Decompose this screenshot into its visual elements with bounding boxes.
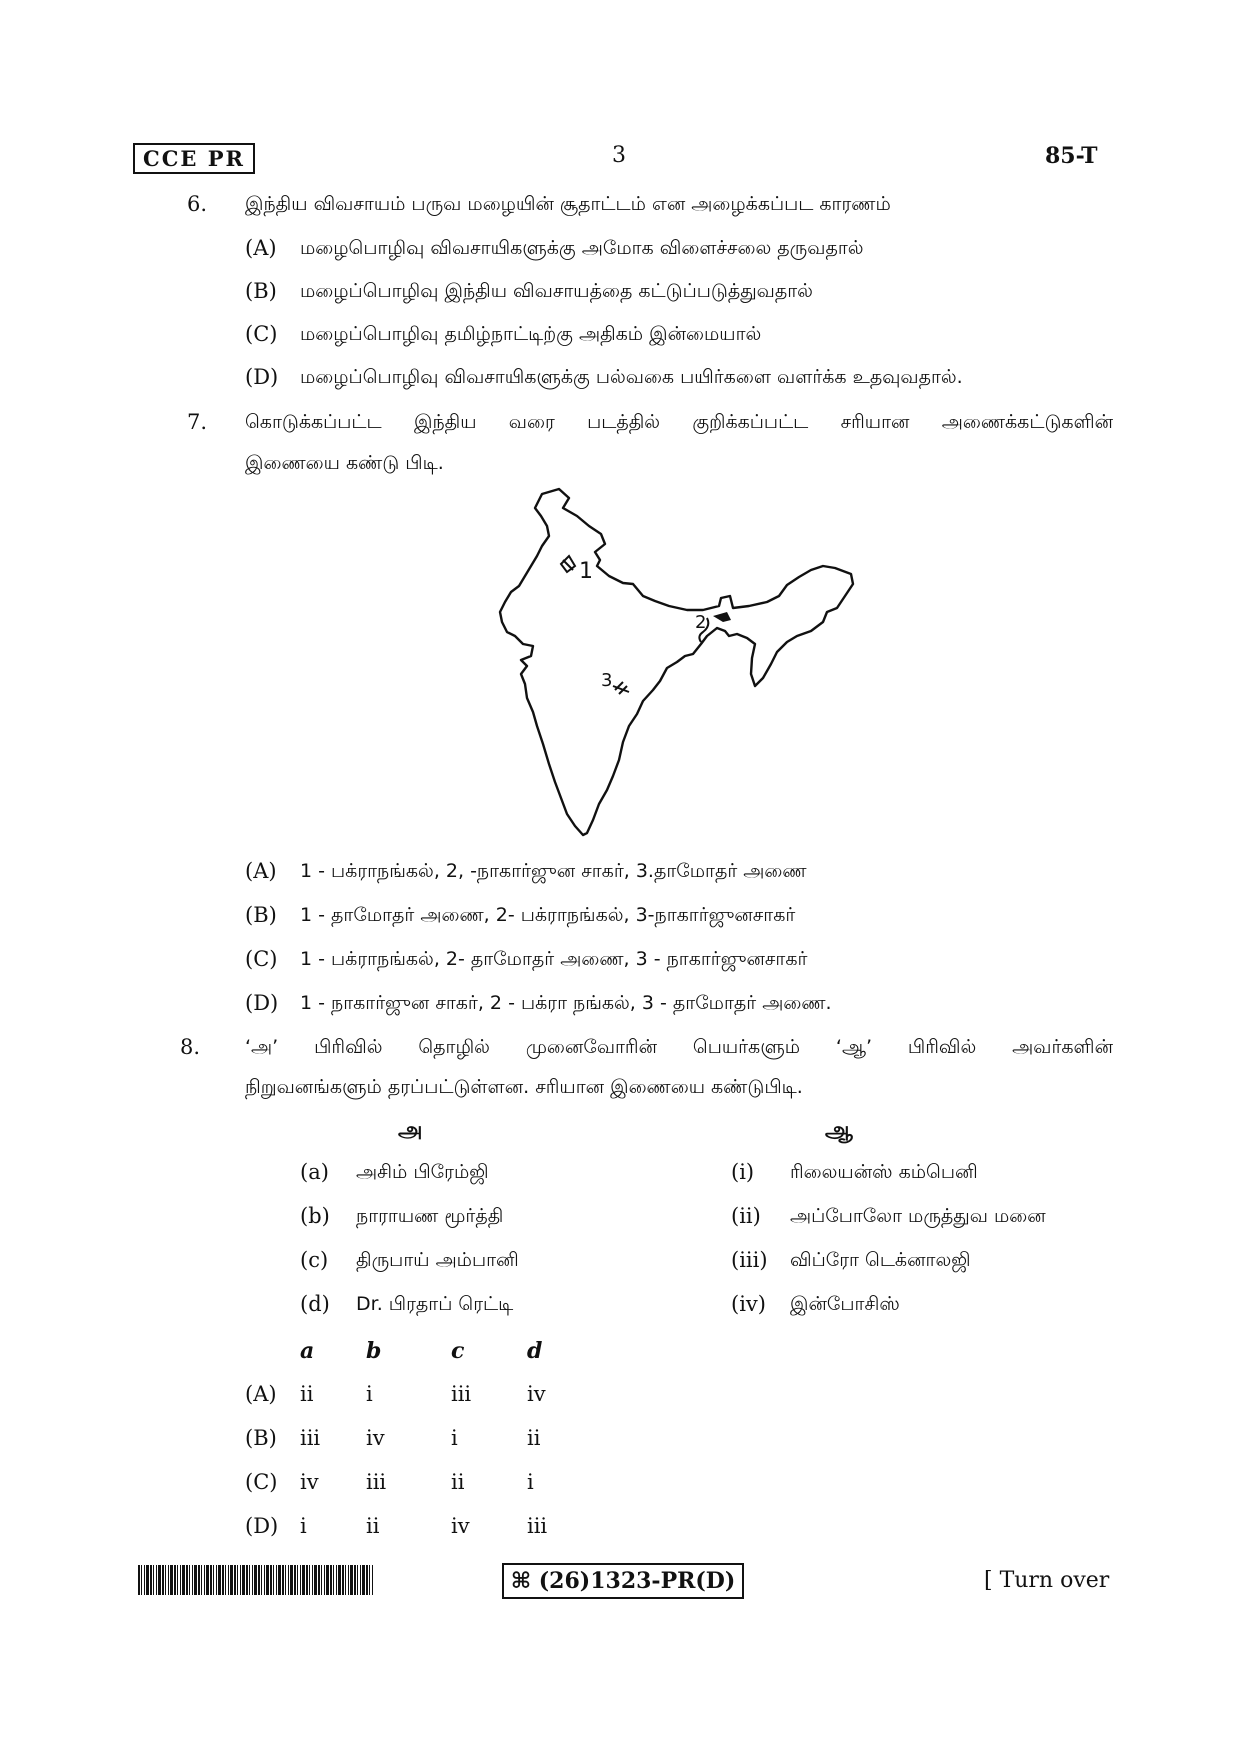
answer-label: (D): [245, 1514, 279, 1538]
table-header: b: [366, 1338, 382, 1364]
map-label-3: 3: [601, 670, 613, 691]
option-label: (A): [245, 859, 277, 883]
answer-value: iv: [300, 1470, 319, 1494]
list-item-text: ரிலையன்ஸ் கம்பெனி: [790, 1161, 978, 1183]
option-label: (C): [245, 947, 278, 971]
question-number: 6.: [187, 192, 208, 216]
question-text: நிறுவனங்களும் தரப்பட்டுள்ளன. சரியான இணையை கண்டுபிடி.: [245, 1076, 803, 1098]
option-text: 1 - தாமோதர் அணை, 2- பக்ராநங்கல், 3-நாகார்ஜுனசாகர்: [300, 904, 796, 926]
option-label: (B): [245, 903, 277, 927]
list-item-label: (c): [300, 1248, 329, 1272]
option-text: 1 - பக்ரா‌நங்கல், 2, -நாகார்ஜுன சாகர், 3.தாமோதர் அணை: [300, 860, 807, 882]
list-item-label: (d): [300, 1292, 330, 1316]
footer-code: ⌘ (26)1323-PR(D): [502, 1563, 744, 1599]
answer-value: iii: [451, 1382, 472, 1406]
question-number: 8.: [180, 1035, 201, 1059]
header-code: CCE PR: [133, 143, 255, 174]
column-a-heading: அ: [398, 1118, 423, 1143]
table-header: d: [527, 1338, 543, 1364]
list-item-label: (b): [300, 1204, 330, 1228]
option-text: மழைபொழிவு விவசாயிகளுக்கு அமோக விளைச்சலை தருவதால்: [300, 237, 864, 259]
column-b-heading: ஆ: [825, 1118, 853, 1143]
answer-value: i: [366, 1382, 373, 1406]
dam-mark-3: [613, 682, 629, 694]
answer-value: iii: [300, 1426, 321, 1450]
map-label-1: 1: [579, 559, 593, 584]
answer-value: iv: [451, 1514, 470, 1538]
answer-value: i: [451, 1426, 458, 1450]
answer-value: iv: [527, 1382, 546, 1406]
option-label: (C): [245, 322, 278, 346]
list-item-text: அப்போலோ மருத்துவ மனை: [790, 1205, 1046, 1227]
dam-mark-1: [561, 556, 575, 572]
list-item-label: (iii): [731, 1248, 768, 1272]
option-text: மழைப்பொழிவு இந்திய விவசாயத்தை கட்டுப்படுத்துவதால்: [300, 280, 813, 302]
list-item-text: இன்போசிஸ்: [790, 1293, 900, 1315]
barcode: [138, 1565, 374, 1595]
option-label: (B): [245, 279, 277, 303]
option-text: மழைப்பொழிவு விவசாயிகளுக்கு பல்வகை பயிர்களை வளர்க்க உதவுவதால்.: [300, 366, 963, 388]
answer-value: ii: [366, 1514, 380, 1538]
question-text: கொடுக்கப்பட்ட இந்திய வரை படத்தில் குறிக்கப்பட்ட சரியான அணைக்கட்டுகளின்: [245, 411, 1113, 433]
answer-value: ii: [300, 1382, 314, 1406]
map-outline: [500, 489, 853, 835]
answer-value: i: [527, 1470, 534, 1494]
option-label: (D): [245, 991, 279, 1015]
page-number: 3: [612, 143, 626, 168]
answer-label: (A): [245, 1382, 277, 1406]
list-item-text: திருபாய் அம்பானி: [356, 1249, 519, 1271]
answer-value: iii: [366, 1470, 387, 1494]
option-text: 1 - பக்ராநங்கல், 2- தாமோதர் அணை, 3 - நாகார்ஜுனசாகர்: [300, 948, 808, 970]
list-item-text: Dr. பிரதாப் ரெட்டி: [356, 1293, 514, 1315]
turn-over-text: [ Turn over: [984, 1568, 1110, 1593]
list-item-label: (a): [300, 1160, 329, 1184]
question-text: ‘அ’ பிரிவில் தொழில் முனைவோரின் பெயர்களும் ‘ஆ’ பிரிவில் அவர்களின்: [245, 1036, 1113, 1058]
list-item-label: (iv): [731, 1292, 766, 1316]
answer-value: iv: [366, 1426, 385, 1450]
list-item-label: (ii): [731, 1204, 761, 1228]
answer-value: iii: [527, 1514, 548, 1538]
option-text: 1 - நாகார்ஜுன சாகர், 2 - பக்ரா நங்கல், 3 - தாமோதர் அணை.: [300, 992, 832, 1014]
list-item-text: விப்ரோ டெக்னாலஜி: [790, 1249, 971, 1271]
question-text: இந்திய விவசாயம் பருவ மழையின் சூதாட்டம் என அழைக்கப்பட காரணம்: [245, 193, 891, 215]
option-label: (A): [245, 236, 277, 260]
india-map-drawing: [497, 486, 867, 838]
list-item-text: அசிம் பிரேம்ஜி: [356, 1161, 489, 1183]
question-number: 7.: [187, 410, 208, 434]
option-text: மழைப்பொழிவு தமிழ்நாட்டிற்கு அதிகம் இன்மையால்: [300, 323, 762, 345]
table-header: a: [300, 1338, 315, 1364]
dam-mark-2: [713, 612, 731, 622]
table-header: c: [451, 1338, 465, 1364]
map-label-2: 2: [695, 612, 707, 633]
answer-label: (B): [245, 1426, 277, 1450]
answer-value: ii: [451, 1470, 465, 1494]
option-label: (D): [245, 365, 279, 389]
answer-value: i: [300, 1514, 307, 1538]
list-item-text: நாராயண மூர்த்தி: [356, 1205, 504, 1227]
paper-code: 85-T: [1045, 143, 1098, 169]
answer-label: (C): [245, 1470, 278, 1494]
question-text: இணையை கண்டு பிடி.: [245, 452, 444, 474]
answer-value: ii: [527, 1426, 541, 1450]
list-item-label: (i): [731, 1160, 755, 1184]
india-map: [497, 486, 867, 838]
